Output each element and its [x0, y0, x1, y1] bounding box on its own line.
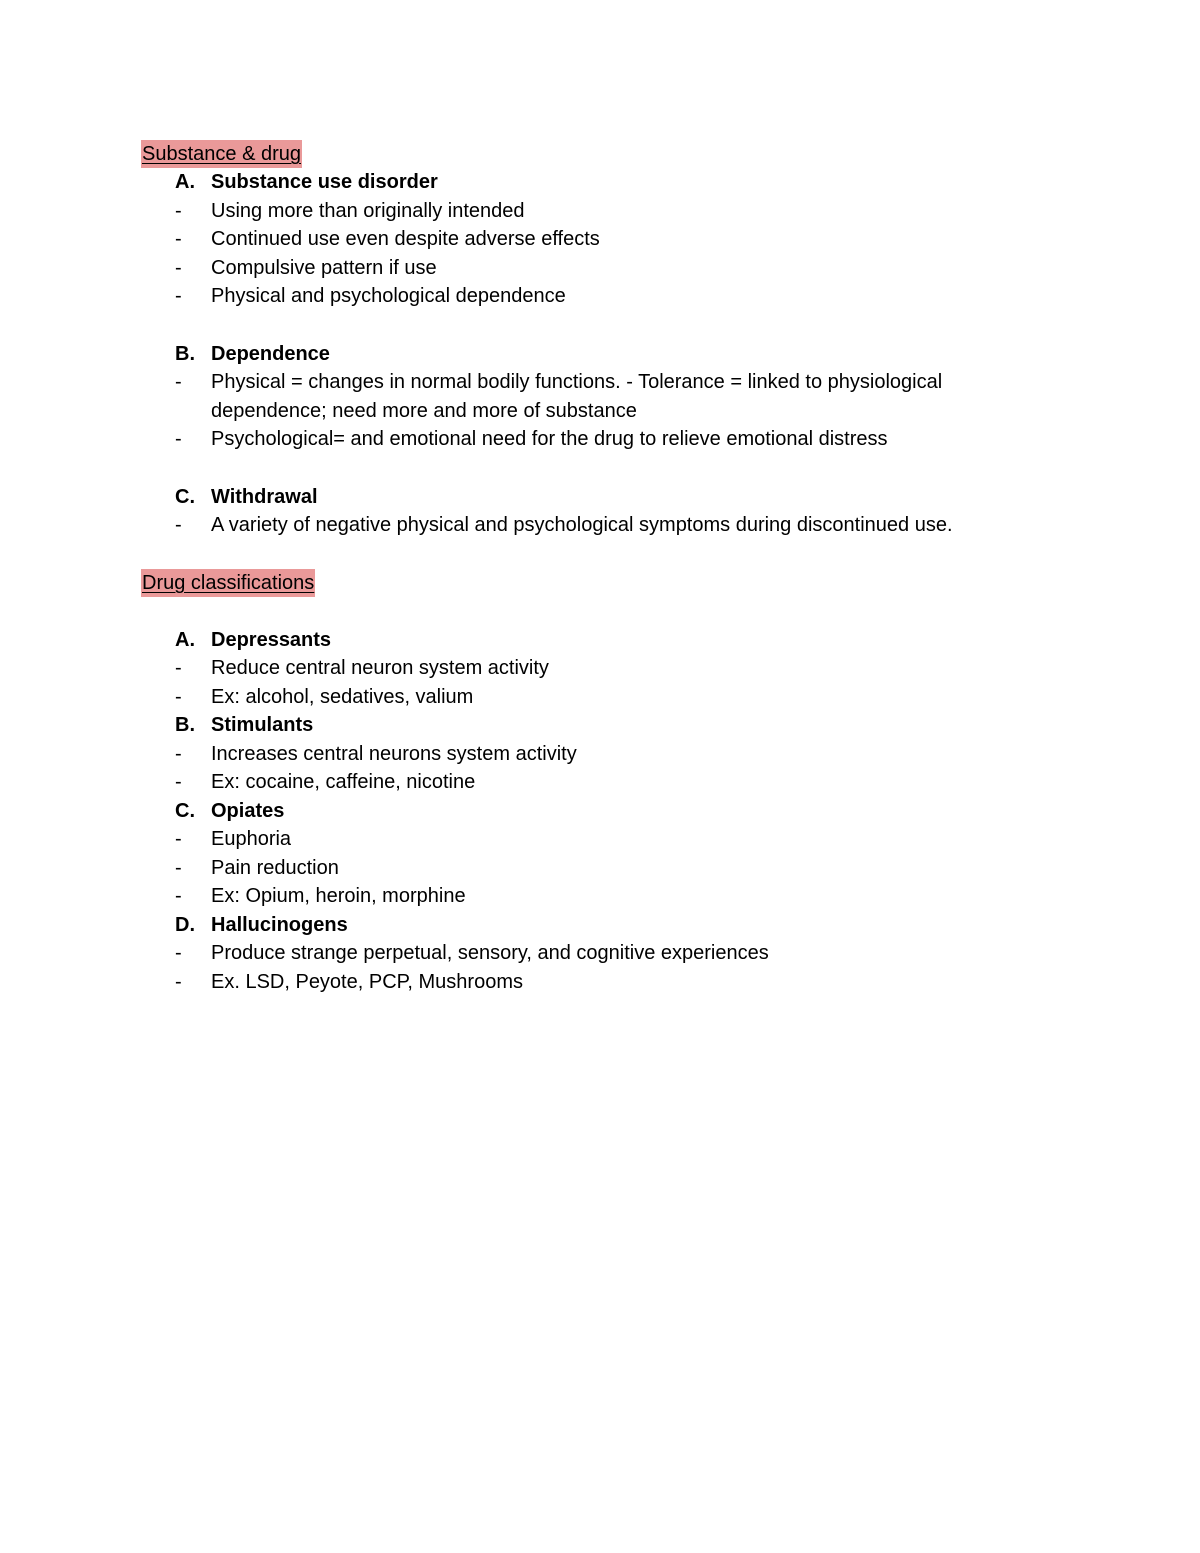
group-letter: B. — [175, 714, 195, 736]
bullet-dash: - — [175, 256, 182, 279]
bullet-dash: - — [175, 228, 182, 250]
bullet-dash: - — [175, 856, 182, 879]
list-item-text: Pain reduction — [211, 856, 339, 879]
group-title: Hallucinogens — [211, 913, 348, 936]
list-item — [141, 511, 1041, 540]
list-item — [141, 254, 1041, 283]
bullet-dash: - — [175, 428, 182, 450]
blank-line — [141, 454, 1041, 483]
list-item-text: Euphoria — [211, 828, 292, 850]
bullet-dash: - — [175, 371, 182, 393]
list-item — [141, 968, 1041, 997]
group-title: Dependence — [211, 342, 330, 365]
list-item-text: Compulsive pattern if use — [211, 256, 437, 279]
group-title: Opiates — [211, 799, 285, 822]
group-letter: B. — [175, 342, 195, 365]
group-title-row — [141, 483, 1041, 512]
list-item — [141, 368, 1041, 425]
list-item-text: Increases central neurons system activity — [211, 742, 577, 765]
bullet-dash: - — [175, 685, 182, 708]
group-title: Depressants — [211, 628, 332, 651]
list-item — [141, 425, 1041, 454]
group-letter: A. — [175, 628, 195, 651]
list-item-text: Ex: cocaine, caffeine, nicotine — [211, 771, 476, 793]
list-item-text: Psychological= and emotional need for the drug to relieve emotional distress — [211, 428, 888, 450]
list-item — [141, 740, 1041, 769]
group-title-row — [141, 797, 1041, 826]
blank-line — [141, 540, 1041, 569]
list-item-text: A variety of negative physical and psychological symptoms during discontinued use. — [211, 514, 953, 536]
group-letter: C. — [175, 485, 195, 508]
group-letter: C. — [175, 799, 195, 822]
list-item — [141, 854, 1041, 883]
list-item-text: Ex: alcohol, sedatives, valium — [211, 685, 474, 708]
bullet-dash: - — [175, 942, 182, 964]
document-page — [141, 140, 1041, 996]
group-title: Stimulants — [211, 714, 314, 736]
bullet-dash: - — [175, 199, 182, 222]
blank-line — [141, 597, 1041, 626]
bullet-dash: - — [175, 885, 182, 907]
list-item — [141, 683, 1041, 712]
list-item — [141, 768, 1041, 797]
group-letter: A. — [175, 171, 195, 193]
list-item-text: Produce strange perpetual, sensory, and cognitive experiences — [211, 942, 769, 964]
bullet-dash: - — [175, 657, 182, 679]
group-title-row — [141, 911, 1041, 940]
section-heading: Substance & drug — [141, 140, 302, 168]
section-substance-and-drug — [141, 140, 1041, 540]
group-letter: D. — [175, 913, 195, 936]
group-title-row — [141, 626, 1041, 655]
bullet-dash: - — [175, 771, 182, 793]
list-item — [141, 939, 1041, 968]
list-item — [141, 225, 1041, 254]
list-item-text: Ex. LSD, Peyote, PCP, Mushrooms — [211, 970, 523, 993]
section-drug-classifications — [141, 569, 1041, 997]
blank-line — [141, 311, 1041, 340]
group-title-row — [141, 340, 1041, 369]
list-item-text: Physical = changes in normal bodily functions. - Tolerance = linked to physiological dependence; need more and more of substance — [211, 371, 943, 422]
list-item — [141, 825, 1041, 854]
group-title: Withdrawal — [211, 485, 318, 508]
list-item-text: Using more than originally intended — [211, 199, 525, 222]
list-item — [141, 197, 1041, 226]
section-heading: Drug classifications — [141, 569, 315, 597]
list-item-text: Ex: Opium, heroin, morphine — [211, 885, 466, 907]
group-title-row — [141, 711, 1041, 740]
list-item — [141, 654, 1041, 683]
list-item — [141, 882, 1041, 911]
bullet-dash: - — [175, 970, 182, 993]
bullet-dash: - — [175, 514, 182, 536]
list-item-text: Physical and psychological dependence — [211, 285, 566, 307]
bullet-dash: - — [175, 828, 182, 850]
list-item-text: Continued use even despite adverse effects — [211, 228, 600, 250]
list-item — [141, 282, 1041, 311]
list-item-text: Reduce central neuron system activity — [211, 657, 549, 679]
group-title: Substance use disorder — [211, 171, 438, 193]
bullet-dash: - — [175, 742, 182, 765]
bullet-dash: - — [175, 285, 182, 307]
group-title-row — [141, 168, 1041, 197]
